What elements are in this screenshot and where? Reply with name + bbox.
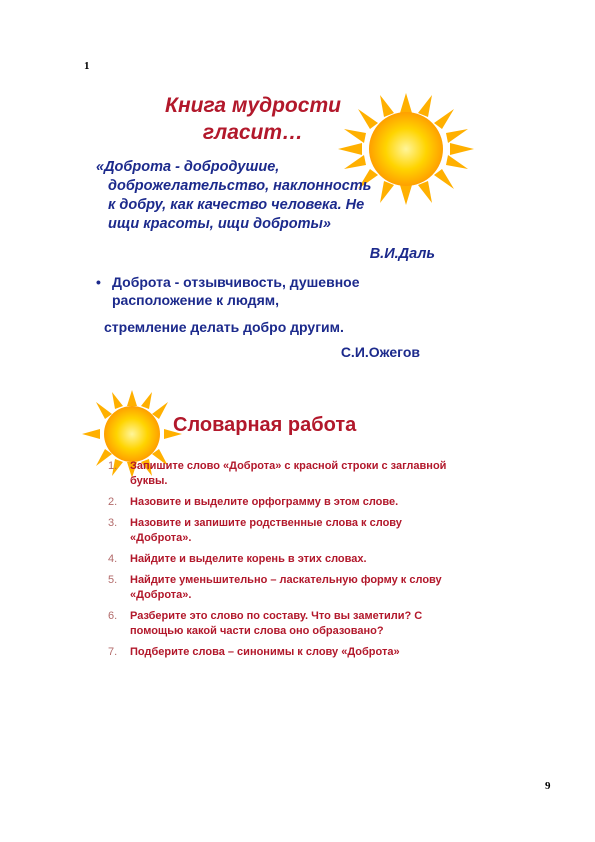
definition-author: С.И.Ожегов <box>340 344 420 360</box>
page-number-top: 1 <box>84 60 90 72</box>
definition-line: стремление делать добро другим. <box>104 319 344 335</box>
quote-line: «Доброта - добродушие, <box>96 159 280 175</box>
list-item: 4. Найдите и выделите корень в этих словах. <box>108 553 367 565</box>
quote-line: ищи красоты, ищи доброты» <box>108 216 331 232</box>
title-line-2: гласит… <box>202 121 304 144</box>
quote-author: В.И.Даль <box>369 246 435 262</box>
list-item: 6. Разберите это слово по составу. Что вы заметили? С помощью какой части слова оно образовано? <box>108 610 423 637</box>
ozhegov-definition <box>96 273 466 336</box>
bullet-mark: • <box>96 274 101 290</box>
task-list <box>108 459 458 666</box>
list-item: 7. Подберите слова – синонимы к слову «Доброта» <box>108 646 400 658</box>
page-number-bottom: 9 <box>545 780 551 792</box>
quote-line: доброжелательство, наклонность <box>108 178 372 194</box>
definition-line: Доброта - отзывчивость, душевное <box>112 274 360 290</box>
definition-line: расположение к людям, <box>112 292 279 308</box>
list-item: 2. Назовите и выделите орфограмму в этом слове. <box>108 496 399 508</box>
dal-quote <box>96 158 466 234</box>
list-item: 1. Запишите слово «Доброта» с красной строки с заглавной буквы. <box>108 460 447 487</box>
list-item: 5. Найдите уменьшительно – ласкательную форму к слову «Доброта». <box>108 574 442 601</box>
page-title <box>128 92 378 146</box>
quote-line: к добру, как качество человека. Не <box>108 197 365 213</box>
section-title: Словарная работа <box>173 414 357 436</box>
title-line-1: Книга мудрости <box>165 94 341 117</box>
list-item: 3. Назовите и запишите родственные слова к слову «Доброта». <box>108 517 402 544</box>
